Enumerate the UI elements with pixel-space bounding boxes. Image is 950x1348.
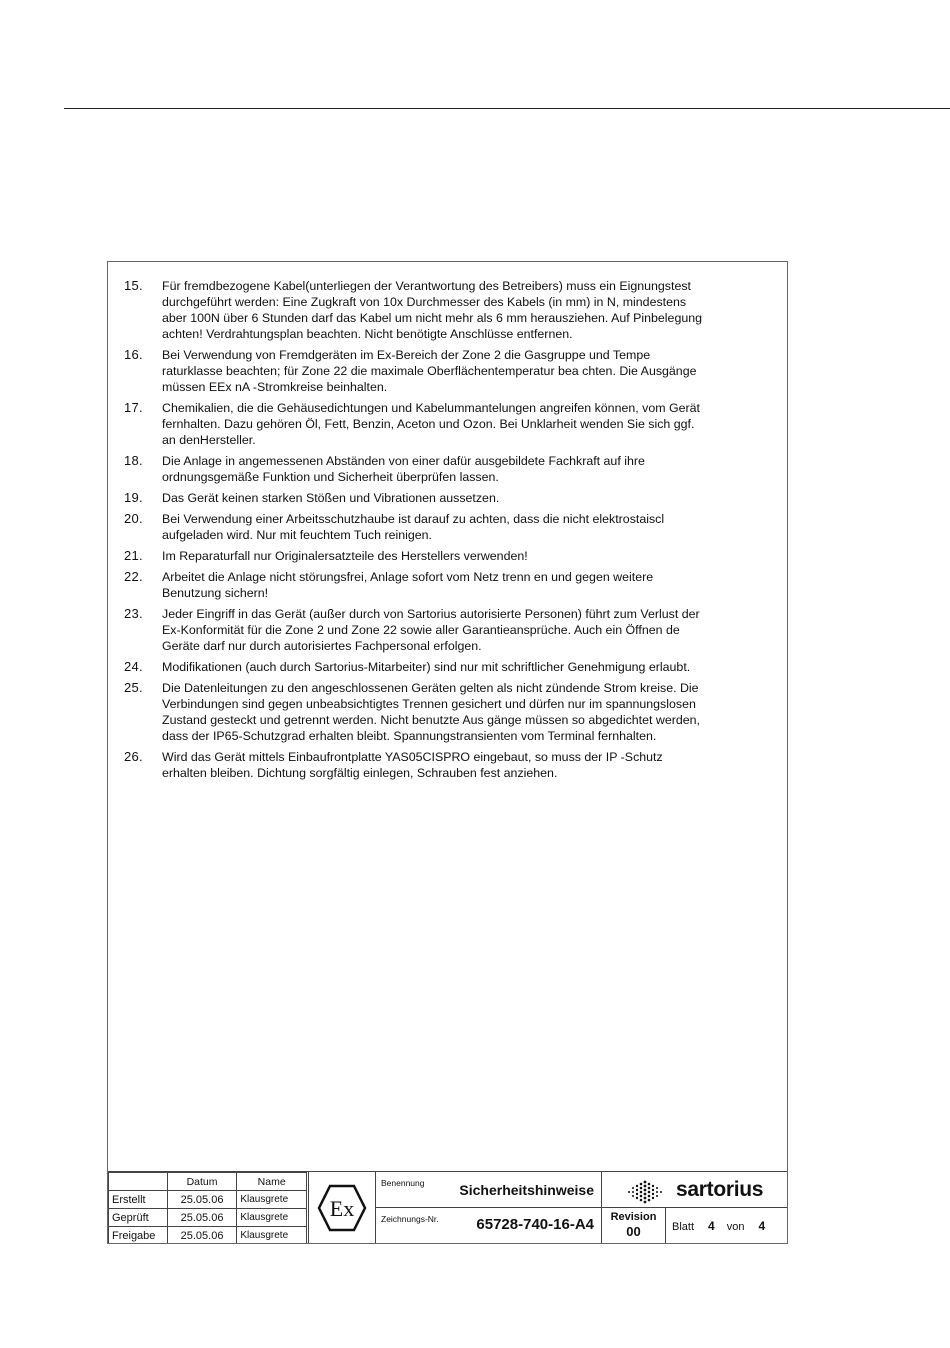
von-value: 4 (758, 1219, 766, 1233)
title-block (108, 1171, 787, 1244)
item-text: Bei Verwendung einer Arbeitsschutzhaube ist darauf zu achten, dass die nicht elektrostaiscl aufgeladen wird. Nur mit feuchtem Tuch reinigen. (162, 512, 665, 542)
row-name: Klausgrete (237, 1227, 307, 1245)
zeichnungs-label: Zeichnungs-Nr. (381, 1214, 439, 1224)
header-empty (109, 1173, 168, 1191)
list-item (124, 606, 784, 654)
header-datum: Datum (167, 1173, 237, 1191)
table-row (109, 1209, 307, 1227)
list-item (124, 749, 784, 781)
item-number: 23. (124, 606, 143, 621)
company-name: sartorius (676, 1178, 764, 1201)
revision-cell (602, 1208, 666, 1244)
list-item (124, 680, 784, 744)
item-number: 26. (124, 749, 143, 764)
row-label: Erstellt (109, 1191, 168, 1209)
benennung-cell (376, 1172, 602, 1208)
item-text: Im Reparaturfall nur Originalersatzteile des Herstellers verwenden! (162, 549, 528, 563)
item-text: Bei Verwendung von Fremdgeräten im Ex-Bereich der Zone 2 die Gasgruppe und Tempe raturklasse beachten; für Zone 22 die maximale Oberflächentemperatur bea chten. Die Ausgänge müssen EEx nA -Stromkreise beinhalten. (162, 348, 697, 394)
blatt-label: Blatt (672, 1221, 695, 1233)
item-text: Die Datenleitungen zu den angeschlossenen Geräten gelten als nicht zündende Strom kreise. Die Verbindungen sind gegen unbeabsichtigtes Trennen gesichert und dürfen nur im spannungslosen Zustand gesteckt und getrennt werden. Nicht benutzte Aus gänge müssen so abgedichtet werden, dass der IP65-Schutzgrad erhalten bleibt. Spannungstransienten vom Terminal fernhalten. (162, 681, 700, 743)
row-date: 25.05.06 (167, 1227, 237, 1245)
item-text: Das Gerät keinen starken Stößen und Vibrationen aussetzen. (162, 491, 500, 505)
benennung-value: Sicherheitshinweise (459, 1182, 594, 1198)
item-text: Chemikalien, die die Gehäusedichtungen und Kabelummantelungen angreifen können, vom Gerät fernhalten. Dazu gehören Öl, Fett, Benzin, Aceton und Ozon. Bei Unklarheit wenden Sie sich ggf. an denHersteller. (162, 401, 700, 447)
sheet-info (672, 1219, 765, 1233)
item-text: Modifikationen (auch durch Sartorius-Mitarbeiter) sind nur mit schriftlicher Genehmigung erlaubt. (162, 660, 691, 674)
item-number: 18. (124, 453, 143, 468)
item-number: 19. (124, 490, 143, 505)
logo-cell (602, 1172, 787, 1208)
row-label: Geprüft (109, 1209, 168, 1227)
ex-hexagon-icon (317, 1184, 367, 1232)
list-item (124, 511, 784, 543)
item-text: Für fremdbezogene Kabel(unterliegen der Verantwortung des Betreibers) muss ein Eignungstest durchgeführt werden: Eine Zugkraft von 10x Durchmesser des Kabels (in mm) in N, mindestens aber 100N über 6 Stunden darf das Kabel um nicht mehr als 6 mm herausziehen. Auf Pinbelegung achten! Verdrahtungsplan beachten. Nicht benötigte Anschlüsse entfernen. (162, 279, 703, 341)
designation-area (376, 1172, 602, 1244)
benennung-label: Benennung (381, 1178, 425, 1188)
list-item (124, 453, 784, 485)
item-number: 15. (124, 278, 143, 293)
row-label: Freigabe (109, 1227, 168, 1245)
item-text: Die Anlage in angemessenen Abständen von einer dafür ausgebildete Fachkraft auf ihre ordnungsgemäße Funktion und Sicherheit überprüfen lassen. (162, 454, 645, 484)
company-area (602, 1172, 787, 1244)
item-number: 21. (124, 548, 143, 563)
sartorius-dot-logo-icon (626, 1180, 666, 1204)
list-item (124, 659, 784, 675)
table-row (109, 1191, 307, 1209)
ex-symbol-box (308, 1172, 376, 1244)
drawing-sheet (107, 261, 788, 1244)
row-date: 25.05.06 (167, 1191, 237, 1209)
list-item (124, 490, 784, 506)
list-item (124, 400, 784, 448)
von-label: von (726, 1221, 745, 1233)
drawing-number-cell (376, 1208, 602, 1244)
list-item (124, 548, 784, 564)
zeichnungs-value: 65728-740-16-A4 (476, 1216, 594, 1233)
approval-table (108, 1172, 307, 1244)
header-name: Name (237, 1173, 307, 1191)
item-text: Jeder Eingriff in das Gerät (außer durch von Sartorius autorisierte Personen) führt zum Verlust der Ex-Konformität für die Zone 2 und Zone 22 sowie aller Garantieansprüche. Auch ein Öffnen de Geräte darf nur durch autorisiertes Fachpersonal erfolgen. (162, 607, 700, 653)
row-date: 25.05.06 (167, 1209, 237, 1227)
ex-symbol-text: Ex (329, 1196, 355, 1221)
item-number: 17. (124, 400, 143, 415)
row-name: Klausgrete (237, 1191, 307, 1209)
blatt-value: 4 (708, 1219, 715, 1233)
item-number: 25. (124, 680, 143, 695)
table-row (109, 1227, 307, 1245)
safety-notes-list (124, 278, 784, 786)
item-text: Arbeitet die Anlage nicht störungsfrei, Anlage sofort vom Netz trenn en und gegen weitere Benutzung sichern! (162, 570, 654, 600)
revision-value: 00 (626, 1224, 641, 1239)
item-number: 22. (124, 569, 143, 584)
list-item (124, 278, 784, 342)
item-number: 16. (124, 347, 143, 362)
item-number: 20. (124, 511, 143, 526)
item-text: Wird das Gerät mittels Einbaufrontplatte YAS05CISPRO eingebaut, so muss der IP -Schutz erhalten bleiben. Dichtung sorgfältig einlegen, Schrauben fest anziehen. (162, 750, 663, 780)
row-name: Klausgrete (237, 1209, 307, 1227)
header-rule (64, 108, 950, 109)
list-item (124, 569, 784, 601)
revision-label: Revision (610, 1211, 657, 1223)
item-number: 24. (124, 659, 143, 674)
list-item (124, 347, 784, 395)
